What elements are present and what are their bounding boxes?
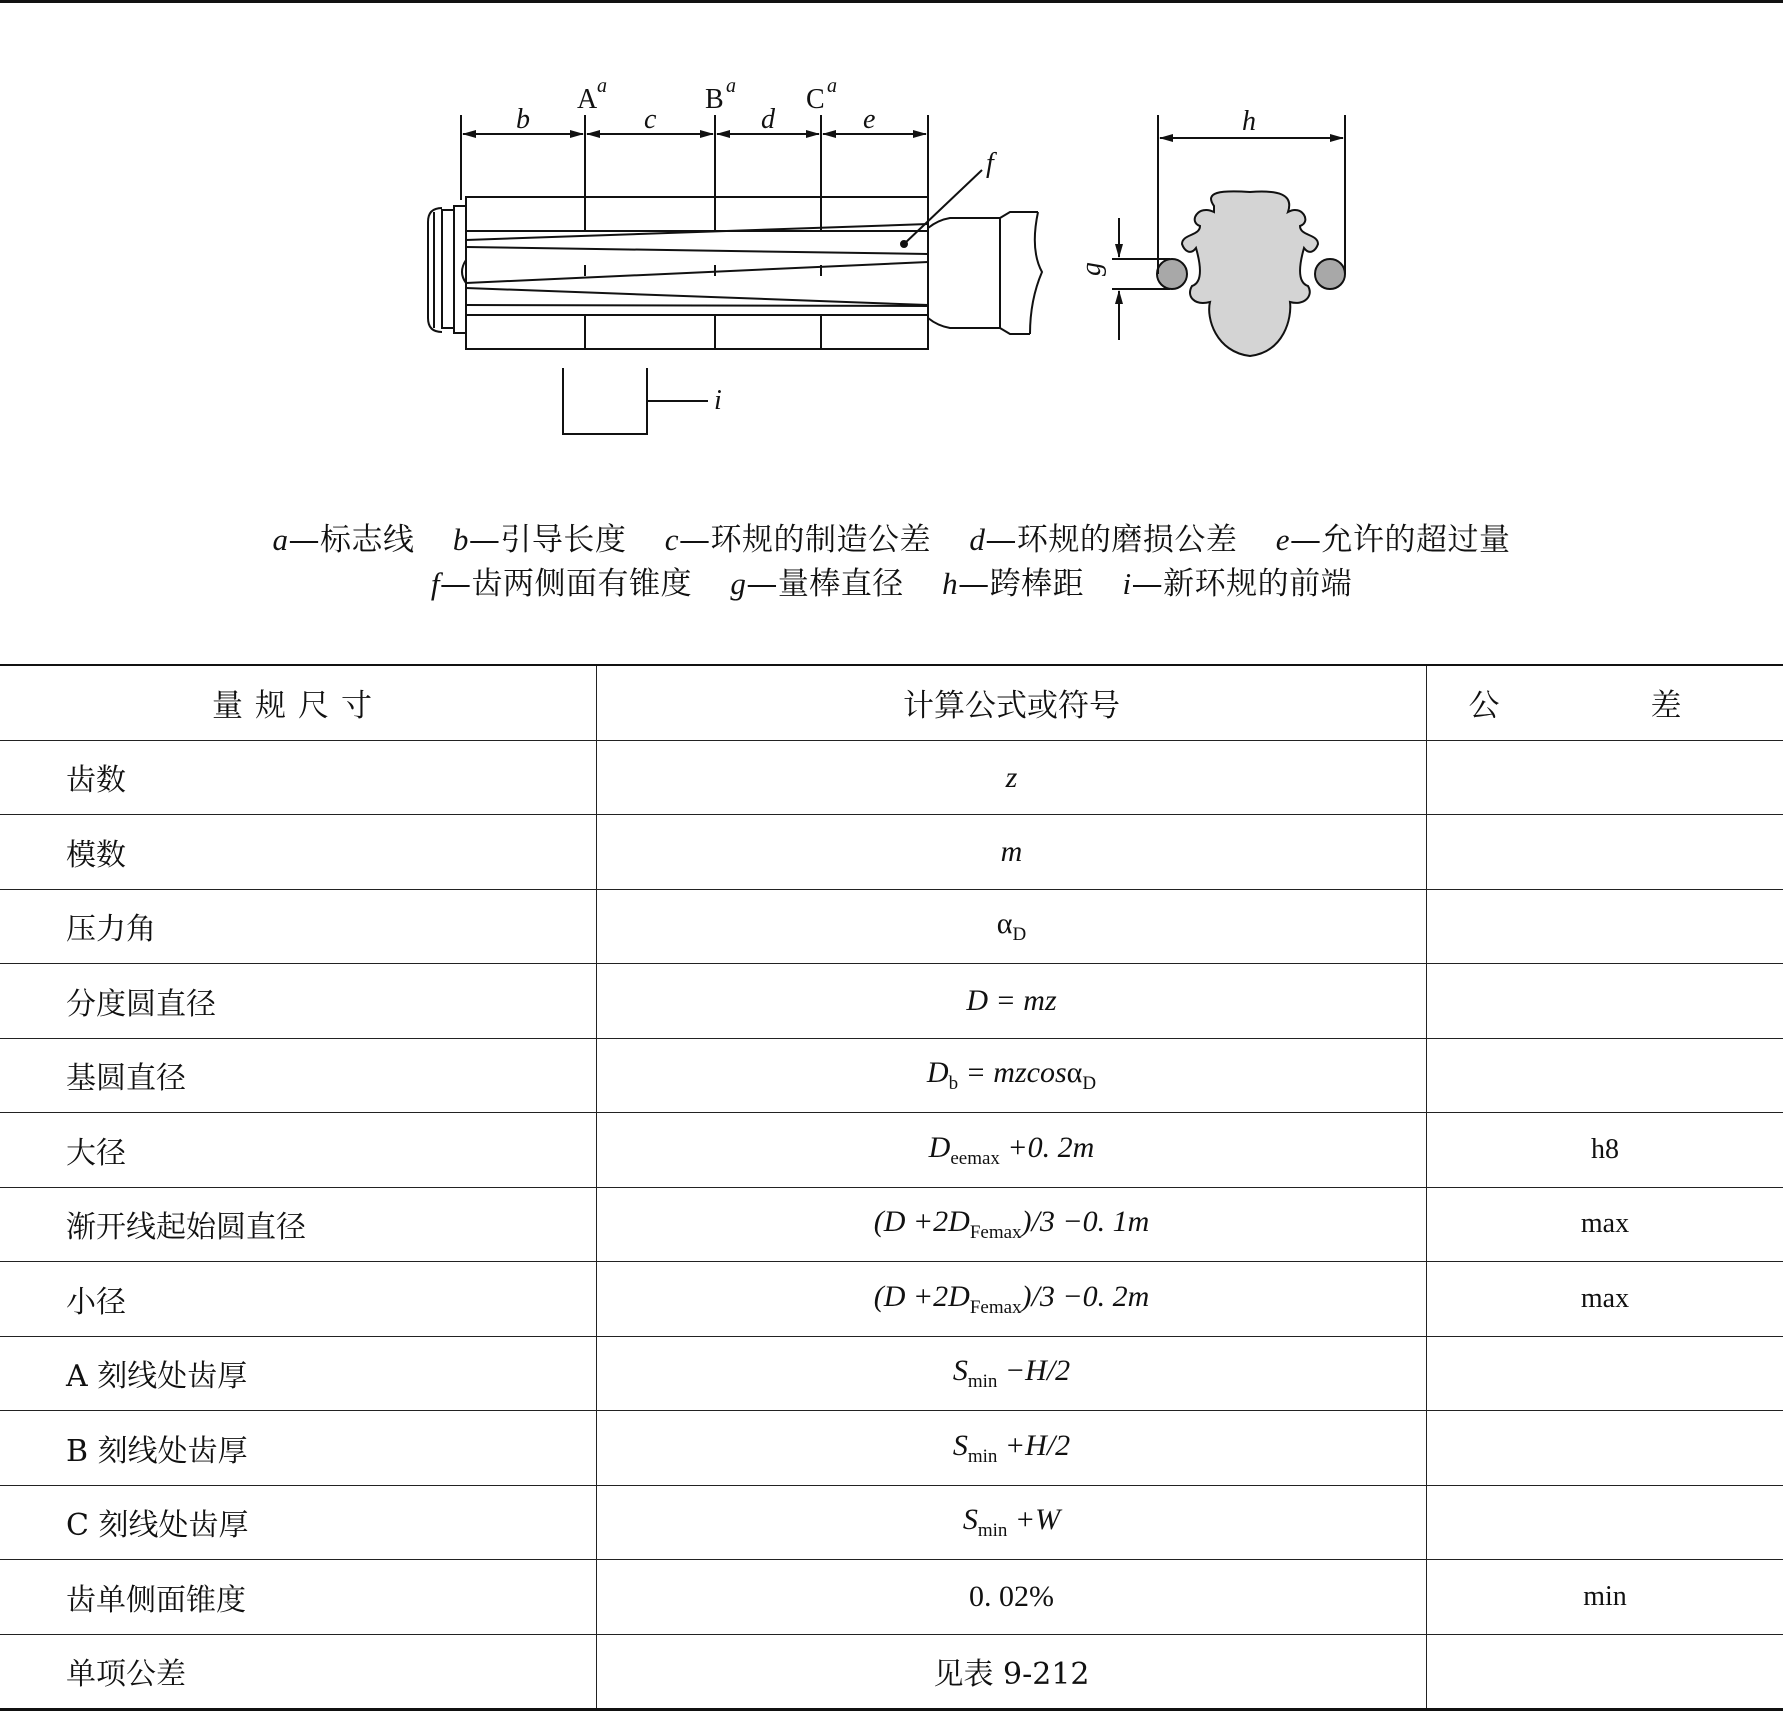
cell-tolerance [1427,815,1783,890]
cell-tolerance [1427,740,1783,815]
cell-tolerance [1427,1485,1783,1560]
cell-formula: D = mz [597,964,1427,1039]
table-row [0,1485,1783,1560]
header-formula: 计算公式或符号 [597,665,1427,740]
cell-name: 模数 [0,815,597,890]
legend-item: a—标志线 [273,522,415,558]
label-g: g [1076,262,1107,276]
cell-tolerance: h8 [1427,1113,1783,1188]
table-row [0,1634,1783,1710]
plug-gauge-side-view [428,115,1042,434]
gear-gauge-figure [0,0,1783,480]
cell-name: 齿数 [0,740,597,815]
gear-cross-section [1112,115,1345,356]
label-e: e [863,104,875,135]
table-row [0,889,1783,964]
cell-tolerance [1427,889,1783,964]
table-row [0,740,1783,815]
cell-formula: 见表 9-212 [597,1634,1427,1710]
table-row [0,964,1783,1039]
label-i: i [714,385,722,416]
table-header-row [0,665,1783,740]
cell-formula: $\alpha_D$ [597,889,1427,964]
label-B-sup: a [726,75,736,97]
cell-formula: m [597,815,1427,890]
cell-tolerance [1427,964,1783,1039]
cell-tolerance: max [1427,1262,1783,1337]
table-row [0,1560,1783,1635]
table-row [0,1411,1783,1486]
legend-item: e—允许的超过量 [1276,522,1511,558]
cell-name: 小径 [0,1262,597,1337]
cell-formula: $(D +2D_{Femax})/3 -0$. 2m [597,1262,1427,1337]
label-C-sup: a [827,75,837,97]
cell-name: 大径 [0,1113,597,1188]
cell-formula: $(D +2D_{Femax})/3 -0$. 1m [597,1187,1427,1262]
label-A: A [577,84,598,115]
label-A-sup: a [597,75,607,97]
label-c: c [644,104,657,135]
cell-name: 压力角 [0,889,597,964]
legend-item: d—环规的磨损公差 [969,522,1237,558]
cell-name: 分度圆直径 [0,964,597,1039]
cell-formula: $S_{min} -H/2$ [597,1336,1427,1411]
legend-item: g—量棒直径 [730,566,904,602]
label-C: C [806,84,825,115]
label-d: d [761,104,776,135]
table-row [0,815,1783,890]
cell-tolerance [1427,1411,1783,1486]
legend-item: i—新环规的前端 [1123,566,1353,602]
cell-formula: $S_{min} +H/2$ [597,1411,1427,1486]
cell-name: A 刻线处齿厚 [0,1336,597,1411]
header-tolerance: 公 差 [1427,665,1783,740]
cell-name: B 刻线处齿厚 [0,1411,597,1486]
gauge-dimension-table [0,664,1783,1711]
cell-tolerance [1427,1634,1783,1710]
cell-formula: $S_{min} +W$ [597,1485,1427,1560]
cell-tolerance: max [1427,1187,1783,1262]
cell-formula: $D_b = mzcos\alpha_D$ [597,1038,1427,1113]
table-row [0,1038,1783,1113]
legend-item: f—齿两侧面有锥度 [431,566,692,602]
label-b: b [516,104,530,135]
cell-tolerance [1427,1336,1783,1411]
legend-item: b—引导长度 [453,522,627,558]
header-gauge-size: 量规尺寸 [0,665,597,740]
cell-name: 渐开线起始圆直径 [0,1187,597,1262]
table-row [0,1262,1783,1337]
legend-line-2 [0,558,1783,603]
cell-name: C 刻线处齿厚 [0,1485,597,1560]
table-row [0,1336,1783,1411]
label-h: h [1242,106,1256,137]
figure-labels [516,75,1256,416]
cell-tolerance [1427,1038,1783,1113]
label-B: B [705,84,724,115]
cell-formula: $D_{eemax} +0$. 2m [597,1113,1427,1188]
cell-name: 基圆直径 [0,1038,597,1113]
cell-formula: z [597,740,1427,815]
table-row [0,1113,1783,1188]
legend-line-1 [0,514,1783,559]
cell-formula: 0. 02% [597,1560,1427,1635]
cell-tolerance: min [1427,1560,1783,1635]
label-f: f [986,148,997,179]
legend-item: h—跨棒距 [942,566,1084,602]
legend-item: c—环规的制造公差 [665,522,931,558]
cell-name: 齿单侧面锥度 [0,1560,597,1635]
cell-name: 单项公差 [0,1634,597,1710]
table-row [0,1187,1783,1262]
